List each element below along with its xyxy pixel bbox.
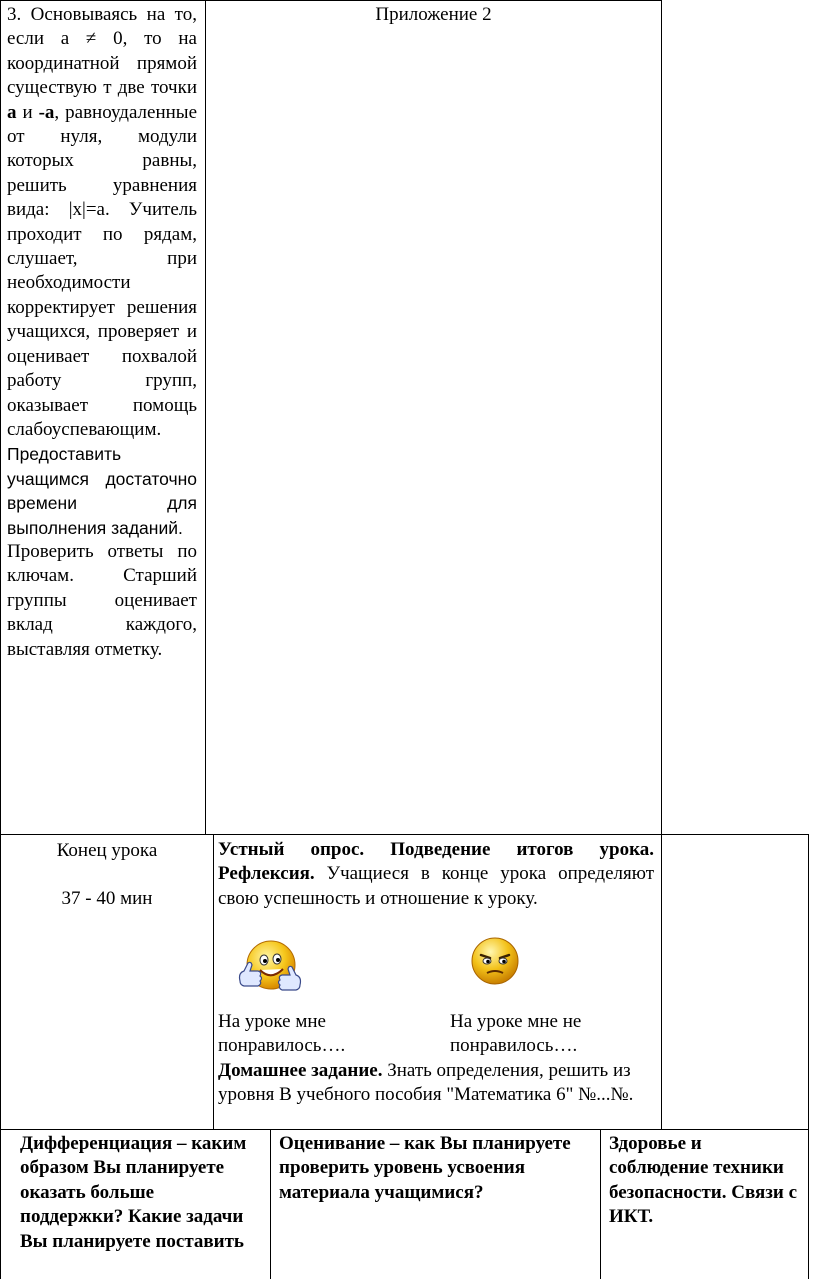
smiley-displeased-icon xyxy=(469,935,521,987)
appendix-label: Приложение 2 xyxy=(375,4,492,25)
homework-paragraph xyxy=(218,1059,658,1108)
stage-label: Конец урока xyxy=(56,840,158,861)
task3-paragraph: 3. Основываясь на то, если a ≠ 0, то на координатной прямой существую т две точки а и -а, равноудаленные от нуля, модули которых равны, решить уравнения вида: |x|=a. Учитель проходит по рядам, слушает, при необходимости корректирует решения учащихся, проверяет и оценивает похвалой работу групп, оказывает помощь слабоуспевающим. xyxy=(7,4,198,440)
row3-col3-cell xyxy=(600,1129,809,1279)
row3-col2-cell xyxy=(270,1129,601,1279)
homework-text: Знать определения, решить из уровня В учебного пособия "Математика 6" №...№. xyxy=(218,1060,634,1106)
oral-title: Устный опрос. Подведение итогов урока. xyxy=(218,839,654,860)
row1-col2-cell xyxy=(205,0,662,835)
summary-paragraph xyxy=(218,838,654,911)
check-paragraph: Проверить ответы по ключам. Старший группы оценивает вклад каждого, выставляя отметку. xyxy=(7,540,197,660)
time-paragraph: Предоставить учащимся достаточно времени для выполнения заданий. xyxy=(7,444,197,538)
health-text: Здоровье и соблюдение техники безопасности. Связи с ИКТ. xyxy=(609,1133,798,1228)
row1-col1-text xyxy=(7,3,197,662)
reflection-title: Рефлексия. xyxy=(218,863,315,885)
row2-col3-cell xyxy=(661,834,809,1130)
row2-col1-cell xyxy=(0,834,214,1130)
not-liked-label: На уроке мне не понравилось…. xyxy=(450,1011,582,1057)
homework-title: Домашнее задание. xyxy=(218,1060,383,1081)
row1-col1-cell xyxy=(0,0,206,835)
row3-col1-cell xyxy=(0,1129,271,1279)
assessment-text: Оценивание – как Вы планируете проверить уровень усвоения материала учащимися? xyxy=(279,1133,571,1203)
differentiation-text: Дифференциация – каким образом Вы планируете оказать больше поддержки? Какие задачи Вы планируете поставить xyxy=(20,1133,247,1252)
reflection-text: Учащиеся в конце урока определяют свою успешность и отношение к уроку. xyxy=(218,863,654,909)
stage-time: 37 - 40 мин xyxy=(61,888,153,910)
smiley-thumbs-up-icon xyxy=(234,935,306,1005)
liked-label: На уроке мне понравилось…. xyxy=(218,1011,346,1057)
row2-col2-cell xyxy=(213,834,662,1130)
